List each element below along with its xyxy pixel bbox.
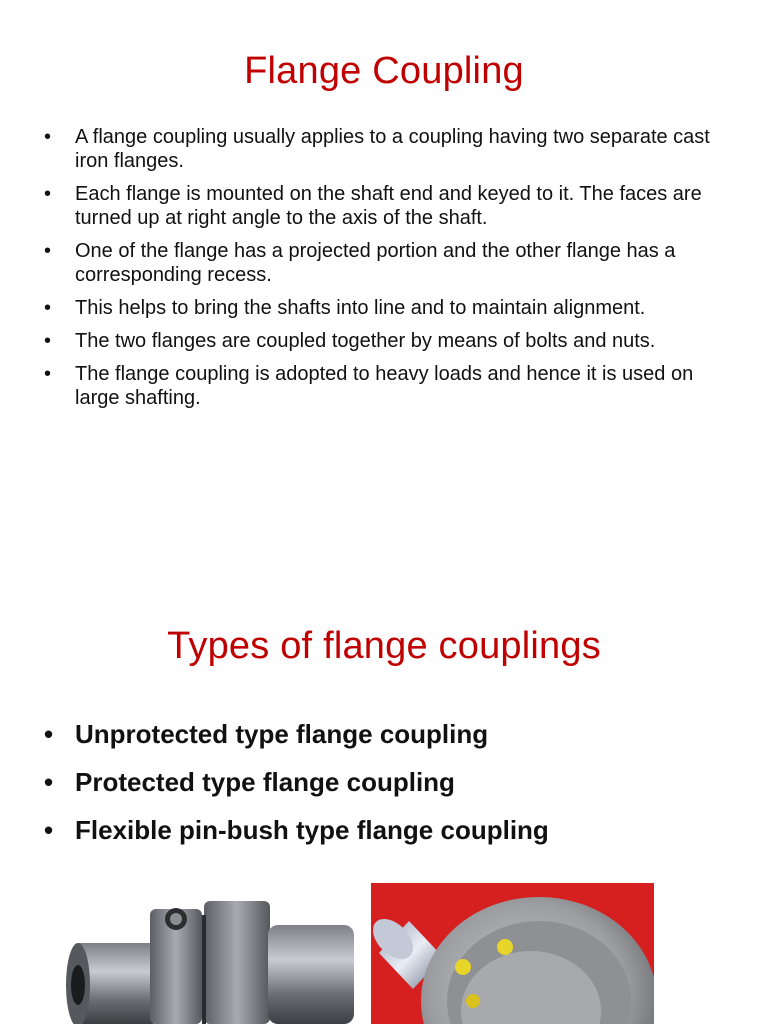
bullet-text: One of the flange has a projected portion and the other flange has a corresponding recess. [75,240,676,286]
bullet-text: The flange coupling is adopted to heavy loads and hence it is used on large shafting. [75,363,694,409]
bullet-item [0,766,768,798]
bullet-item [0,182,768,230]
bullet-item [0,814,768,846]
slide-title-types-of-flange-couplings: Types of flange couplings [167,625,601,667]
bullet-item [0,239,768,287]
bullet-text: A flange coupling usually applies to a coupling having two separate cast iron flanges. [75,126,710,172]
flange-coupling-bullet-list [0,125,768,419]
bullet-item [0,125,768,173]
bullet-text: Protected type flange coupling [75,767,455,797]
bullet-text: This helps to bring the shafts into line and to maintain alignment. [75,297,646,319]
bullet-dot: • [44,183,52,205]
coupling-illustration-left [62,885,362,1024]
bullet-dot: • [44,240,52,262]
bullet-text: The two flanges are coupled together by means of bolts and nuts. [75,330,656,352]
bullet-item [0,718,768,750]
bullet-text: Each flange is mounted on the shaft end and keyed to it. The faces are turned up at right angle to the axis of the shaft. [75,183,702,229]
slide-title-flange-coupling: Flange Coupling [244,50,524,92]
bullet-item [0,329,768,353]
bullet-item [0,362,768,410]
bullet-item [0,296,768,320]
flexible-coupling-photo [62,885,362,1024]
bullet-dot: • [44,363,52,385]
bullet-text: Flexible pin-bush type flange coupling [75,815,549,845]
bullet-text: Unprotected type flange coupling [75,719,489,749]
bullet-dot: • [44,719,54,749]
bullet-dot: • [44,330,52,352]
coupling-illustration-right [371,883,654,1024]
coupling-types-bullet-list [0,718,768,862]
bullet-dot: • [44,126,52,148]
bullet-dot: • [44,297,52,319]
bullet-dot: • [44,767,54,797]
protected-coupling-photo [371,883,654,1024]
bullet-dot: • [44,815,54,845]
